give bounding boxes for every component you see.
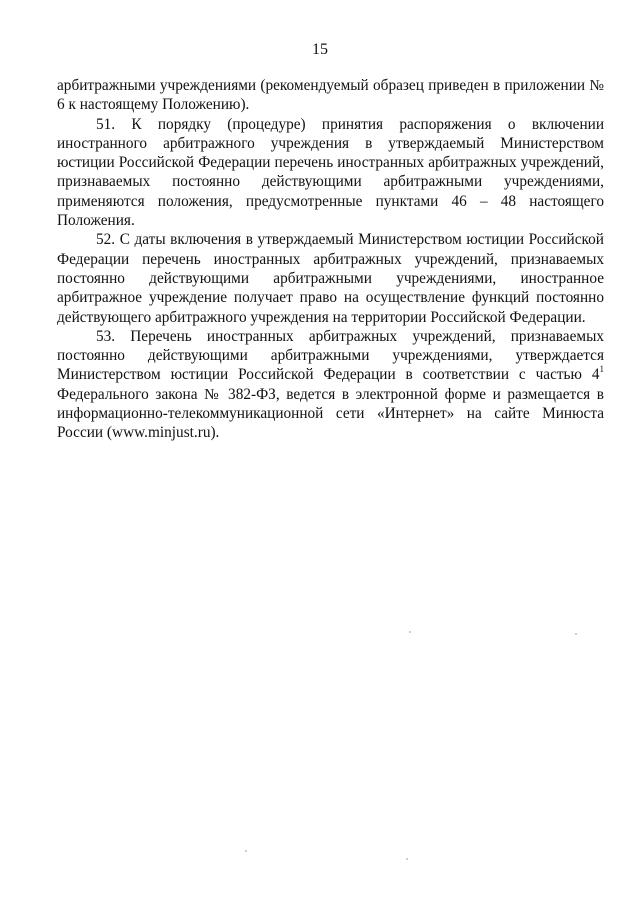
- paragraph-53-line-1: 53. Перечень иностранных арбитражных учреждений, признаваемых: [96, 327, 604, 345]
- scan-speck: [575, 633, 577, 635]
- paragraph-53-line-2: постоянно действующими арбитражными учреждениями, утверждается: [57, 347, 604, 365]
- paragraph-52: 52. С даты включения в утверждаемый Министерством юстиции Российской Федерации перечень иностранных арбитражных учреждений, признаваемых постоянно действующими арбитражными учреждениями, иностранное арбитражное учреждение получает право на осуществление функций постоянно действующего арбитражного учреждения на территории Российской Федерации.: [57, 231, 604, 326]
- superscript-1: 1: [599, 364, 604, 375]
- page-number: 15: [312, 41, 328, 58]
- paragraph-53-line-3-text: Министерством юстиции Российской Федерации в соответствии с частью 4: [57, 366, 600, 384]
- scan-speck: [409, 631, 411, 633]
- paragraph-53-line-3: [57, 365, 604, 384]
- scan-speck: [245, 850, 247, 852]
- paragraph-53: [57, 327, 604, 443]
- scan-speck: [406, 858, 408, 860]
- paragraph-51: 51. К порядку (процедуре) принятия распоряжения о включении иностранного арбитражного учреждения в утверждаемый Министерством юстиции Российской Федерации перечень иностранных арбитражных учреждений, признаваемых постоянно действующими арбитражными учреждениями, применяются положения, предусмотренные пунктами 46 – 48 настоящего Положения.: [57, 115, 604, 230]
- document-body: [57, 76, 604, 443]
- paragraph-continuation: арбитражными учреждениями (рекомендуемый образец приведен в приложении № 6 к настоящему Положению).: [57, 77, 604, 114]
- paragraph-53-rest: Федерального закона № 382-ФЗ, ведется в электронной форме и размещается в информационно-телекоммуникационной сети «Интернет» на сайте Минюста России (www.minjust.ru).: [57, 385, 604, 442]
